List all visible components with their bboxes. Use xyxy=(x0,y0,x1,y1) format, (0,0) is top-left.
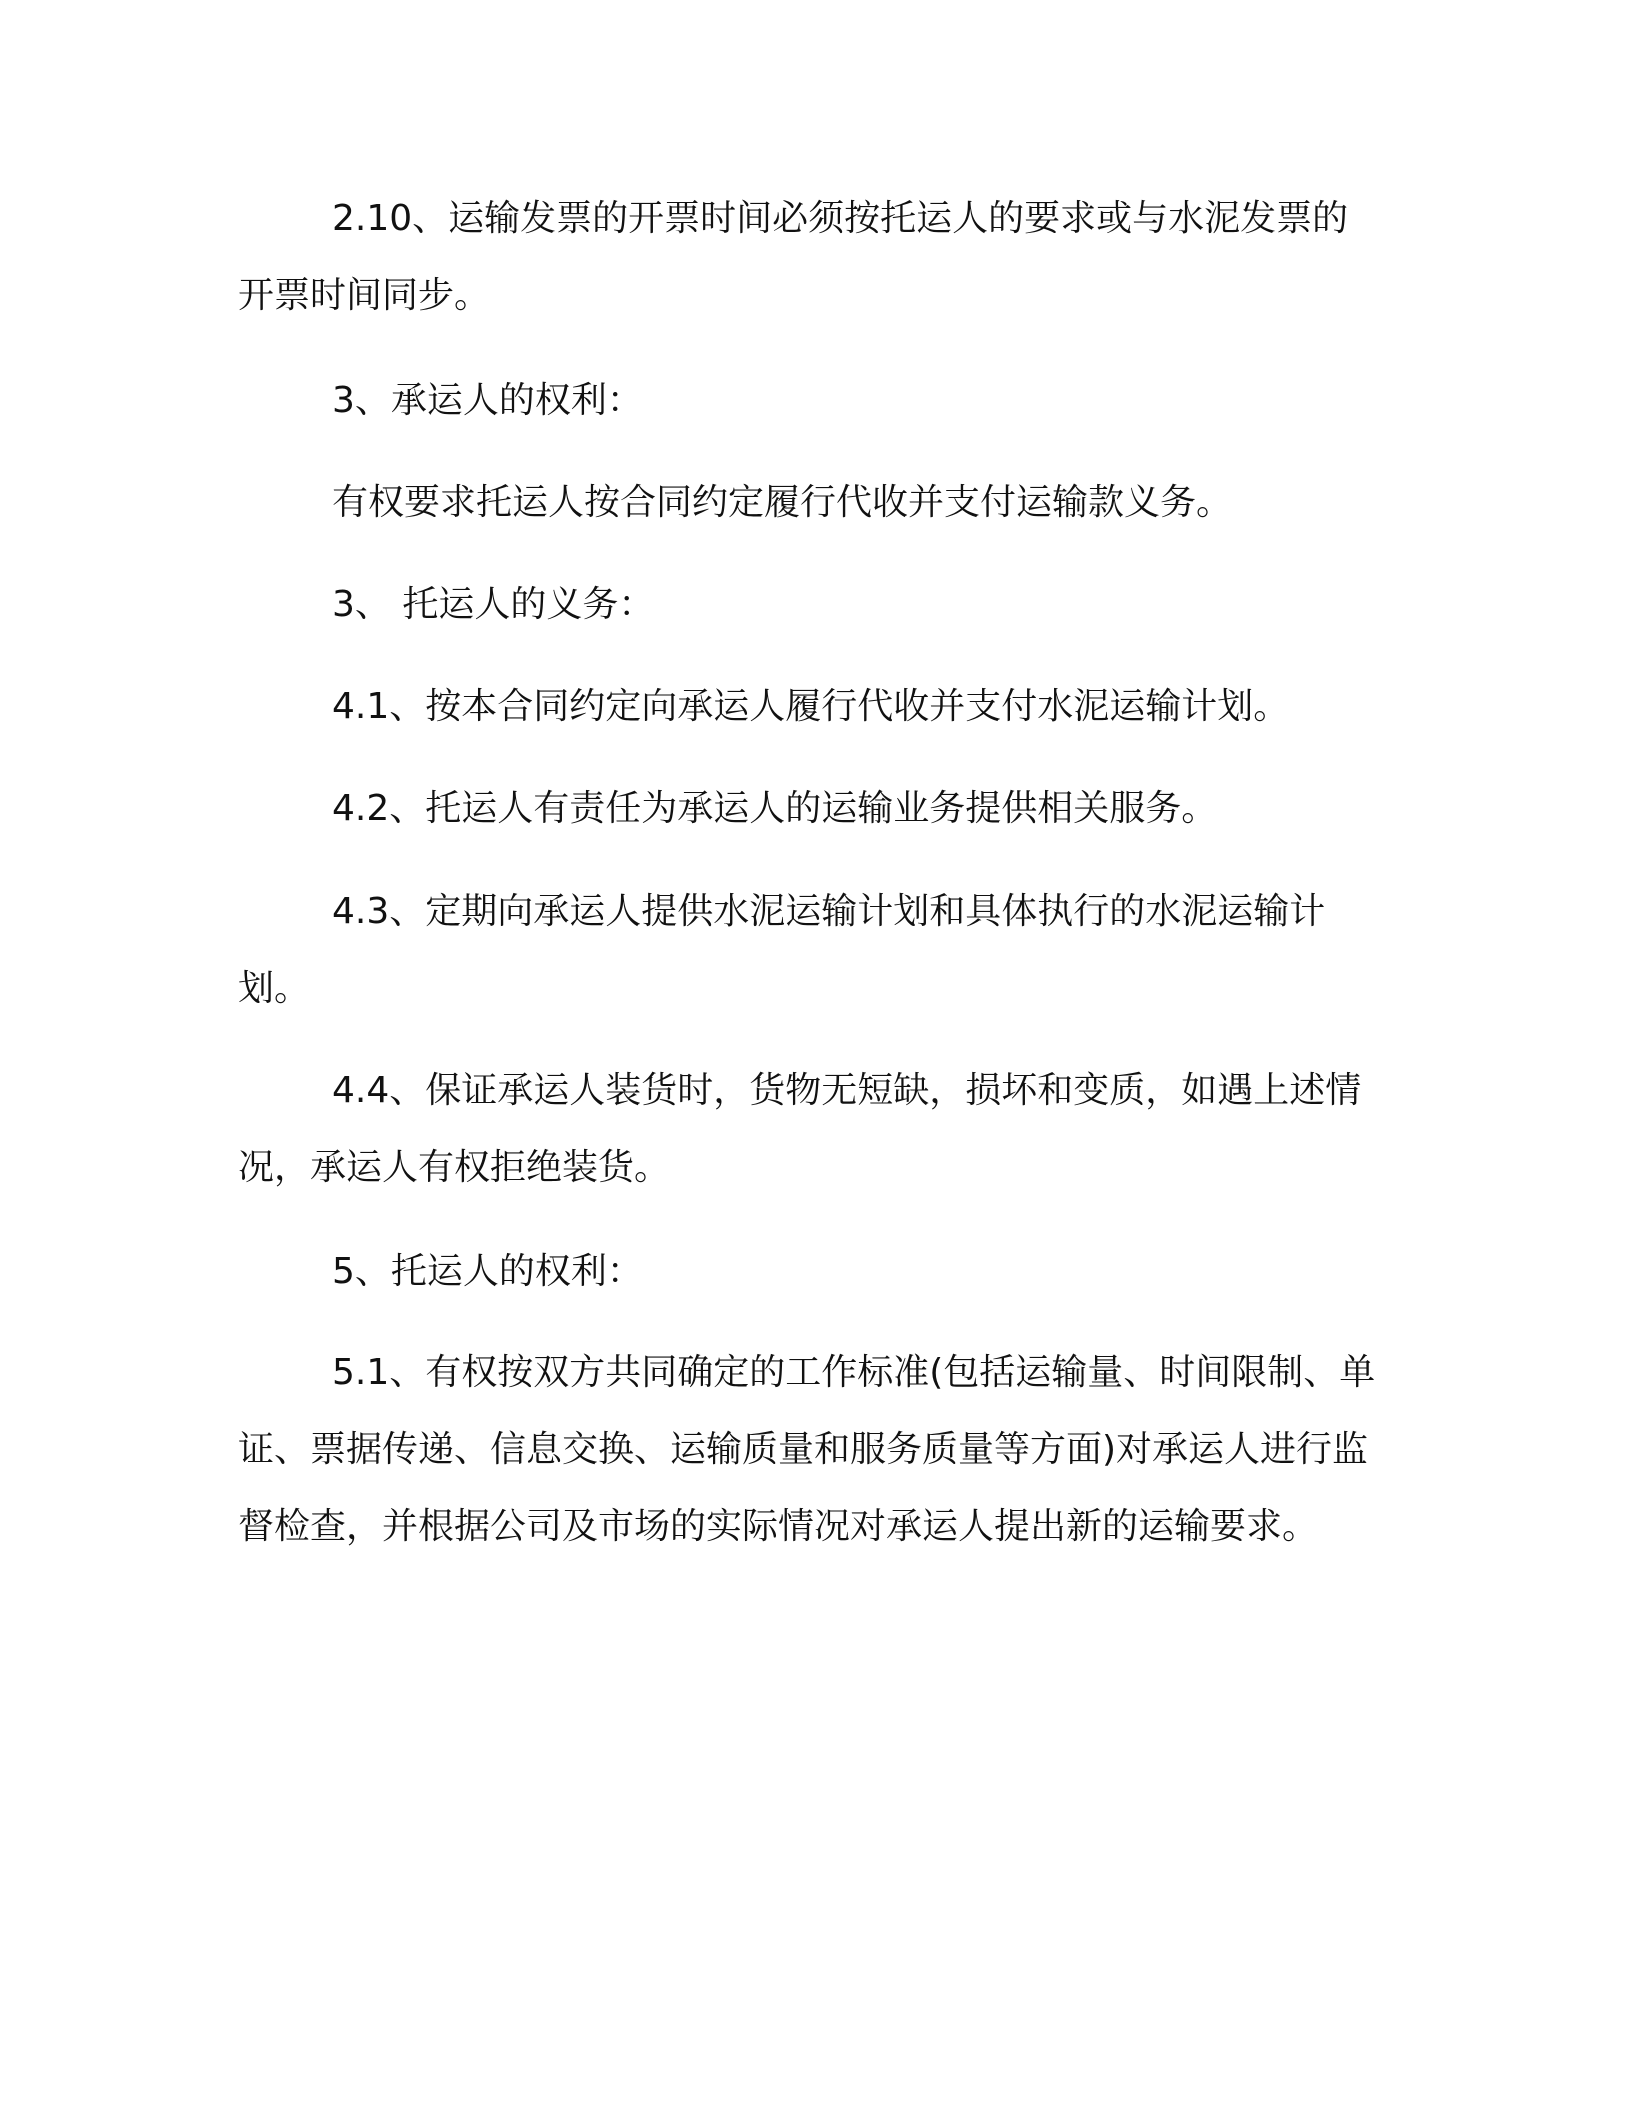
paragraph-4-1: 4.1、按本合同约定向承运人履行代收并支付水泥运输计划。 xyxy=(332,686,1290,727)
paragraph-4-3: 4.3、定期向承运人提供水泥运输计划和具体执行的水泥运输计划。 xyxy=(238,891,1326,1009)
paragraph-4-4: 4.4、保证承运人装货时，货物无短缺，损坏和变质，如遇上述情况，承运人有权拒绝装货。 xyxy=(238,1070,1362,1188)
paragraph-carrier-rights: 有权要求托运人按合同约定履行代收并支付运输款义务。 xyxy=(332,482,1233,523)
heading-shipper-rights: 5、托运人的权利： xyxy=(332,1251,643,1292)
paragraph-4-2: 4.2、托运人有责任为承运人的运输业务提供相关服务。 xyxy=(332,788,1218,829)
heading-carrier-rights: 3、承运人的权利： xyxy=(332,380,643,421)
paragraph-5-1: 5.1、有权按双方共同确定的工作标准(包括运输量、时间限制、单证、票据传递、信息交换、运输质量和服务质量等方面)对承运人进行监督检查，并根据公司及市场的实际情况对承运人提出新的运输要求。 xyxy=(238,1352,1376,1547)
paragraph-2-10: 2.10、运输发票的开票时间必须按托运人的要求或与水泥发票的开票时间同步。 xyxy=(238,198,1349,316)
heading-shipper-obligations: 3、 托运人的义务： xyxy=(332,584,655,625)
